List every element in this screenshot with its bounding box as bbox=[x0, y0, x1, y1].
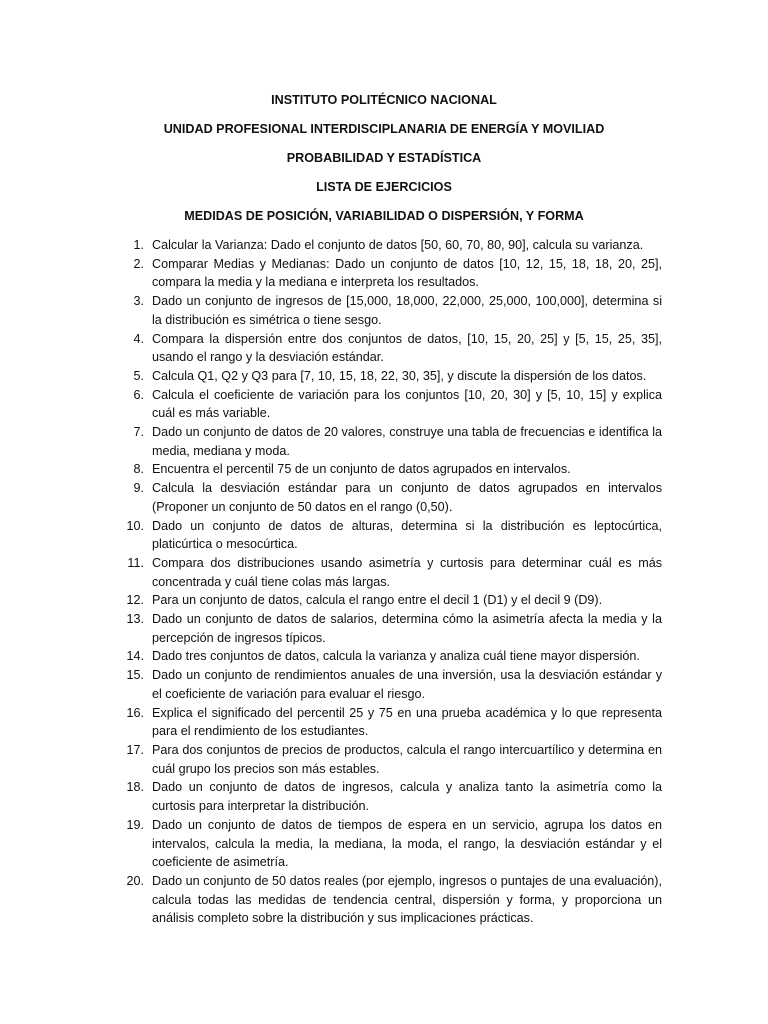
exercise-item bbox=[112, 704, 662, 741]
exercise-item bbox=[112, 386, 662, 423]
exercise-item bbox=[112, 554, 662, 591]
exercise-text: Compara dos distribuciones usando asimetría y curtosis para determinar cuál es más concentrada y cuál tiene colas más largas. bbox=[152, 555, 662, 589]
exercise-number: 11. bbox=[127, 555, 144, 570]
topic-title: MEDIDAS DE POSICIÓN, VARIABILIDAD O DISPERSIÓN, Y FORMA bbox=[184, 209, 584, 223]
exercise-text: Para dos conjuntos de precios de productos, calcula el rango intercuartílico y determina en cuál grupo los precios son más estables. bbox=[152, 742, 662, 776]
exercise-number: 15. bbox=[126, 668, 144, 683]
exercise-item bbox=[112, 236, 662, 255]
exercise-list bbox=[112, 236, 662, 928]
exercise-text: Dado un conjunto de 50 datos reales (por ejemplo, ingresos o puntajes de una evaluación), calcula todas las medidas de tendencia central, dispersión y forma, y proporciona un análisis completo sobre la distribución y sus implicaciones prácticas. bbox=[152, 873, 662, 926]
exercise-number: 1. bbox=[133, 238, 144, 252]
exercise-item bbox=[112, 330, 662, 367]
exercise-item bbox=[112, 666, 662, 703]
exercise-text: Calcula el coeficiente de variación para los conjuntos [10, 20, 30] y [5, 10, 15] y explica cuál es más variable. bbox=[152, 387, 662, 421]
exercise-item bbox=[112, 517, 662, 554]
exercise-text: Dado un conjunto de datos de tiempos de espera en un servicio, agrupa los datos en intervalos, calcula la media, la mediana, la moda, el rango, la desviación estándar y el coeficiente de asimetría. bbox=[152, 817, 662, 870]
exercise-number: 12. bbox=[126, 593, 144, 608]
exercise-number: 6. bbox=[133, 387, 144, 402]
exercise-item bbox=[112, 591, 662, 610]
exercise-item bbox=[112, 647, 662, 666]
exercise-item bbox=[112, 367, 662, 386]
exercise-number: 2. bbox=[133, 256, 144, 271]
exercise-number: 18. bbox=[126, 780, 144, 795]
exercise-item bbox=[112, 872, 662, 928]
subject-title: PROBABILIDAD Y ESTADÍSTICA bbox=[286, 151, 482, 165]
exercise-item bbox=[112, 816, 662, 872]
exercise-text: Dado un conjunto de datos de 20 valores, construye una tabla de frecuencias e identifica la media, mediana y moda. bbox=[152, 425, 662, 458]
exercise-text: Dado un conjunto de datos de salarios, determina cómo la asimetría afecta la media y la percepción de ingresos típicos. bbox=[152, 612, 662, 645]
exercise-text: Para un conjunto de datos, calcula el rango entre el decil 1 (D1) y el decil 9 (D9). bbox=[152, 593, 603, 608]
exercise-item bbox=[112, 255, 662, 292]
exercise-number: 17. bbox=[126, 742, 144, 757]
exercise-number: 8. bbox=[133, 462, 144, 477]
exercise-text: Compara la dispersión entre dos conjuntos de datos, [10, 15, 20, 25] y [5, 15, 25, 35], usando el rango y la desviación estándar. bbox=[152, 331, 662, 365]
exercise-text: Explica el significado del percentil 25 y 75 en una prueba académica y lo que representa para el rendimiento de los estudiantes. bbox=[152, 705, 662, 739]
document-header bbox=[0, 90, 768, 235]
exercise-item bbox=[112, 423, 662, 460]
exercise-number: 10. bbox=[126, 518, 144, 533]
exercise-text: Encuentra el percentil 75 de un conjunto de datos agrupados en intervalos. bbox=[152, 462, 571, 477]
exercise-number: 4. bbox=[133, 331, 144, 346]
list-title: LISTA DE EJERCICIOS bbox=[316, 180, 452, 194]
exercise-item bbox=[112, 292, 662, 329]
exercise-number: 13. bbox=[126, 612, 144, 627]
exercise-item bbox=[112, 741, 662, 778]
exercise-item bbox=[112, 479, 662, 516]
exercise-text: Dado un conjunto de datos de alturas, determina si la distribución es leptocúrtica, platicúrtica o mesocúrtica. bbox=[152, 518, 662, 552]
exercise-text: Calcular la Varianza: Dado el conjunto de datos [50, 60, 70, 80, 90], calcula su varianza. bbox=[152, 238, 644, 252]
exercise-text: Calcula Q1, Q2 y Q3 para [7, 10, 15, 18, 22, 30, 35], y discute la dispersión de los datos. bbox=[152, 368, 647, 383]
exercise-number: 20. bbox=[126, 873, 144, 888]
exercise-item bbox=[112, 610, 662, 647]
exercise-text: Calcula la desviación estándar para un conjunto de datos agrupados en intervalos (Proponer un conjunto de 50 datos en el rango (0,50). bbox=[152, 481, 662, 514]
exercise-number: 9. bbox=[133, 481, 144, 496]
exercise-text: Dado un conjunto de datos de ingresos, calcula y analiza tanto la asimetría como la curtosis para interpretar la distribución. bbox=[152, 780, 662, 814]
exercise-item bbox=[112, 778, 662, 815]
exercise-number: 19. bbox=[126, 817, 144, 832]
exercise-number: 16. bbox=[126, 705, 144, 720]
exercise-text: Dado un conjunto de ingresos de [15,000, 18,000, 22,000, 25,000, 100,000], determina si la distribución es simétrica o tiene sesgo. bbox=[152, 294, 662, 327]
exercise-text: Dado tres conjuntos de datos, calcula la varianza y analiza cuál tiene mayor dispersión. bbox=[152, 649, 640, 664]
exercise-number: 3. bbox=[133, 294, 144, 309]
exercise-text: Comparar Medias y Medianas: Dado un conjunto de datos [10, 12, 15, 18, 18, 20, 25], compara la media y la mediana e interpreta los resultados. bbox=[152, 256, 662, 290]
exercise-number: 14. bbox=[126, 649, 144, 664]
exercise-item bbox=[112, 460, 662, 479]
unit-title: UNIDAD PROFESIONAL INTERDISCIPLANARIA DE ENERGÍA Y MOVILIAD bbox=[163, 122, 605, 136]
exercise-number: 7. bbox=[133, 425, 144, 440]
institution-title: INSTITUTO POLITÉCNICO NACIONAL bbox=[271, 93, 497, 107]
exercise-text: Dado un conjunto de rendimientos anuales de una inversión, usa la desviación estándar y el coeficiente de variación para evaluar el riesgo. bbox=[152, 668, 662, 701]
exercise-number: 5. bbox=[133, 368, 144, 383]
